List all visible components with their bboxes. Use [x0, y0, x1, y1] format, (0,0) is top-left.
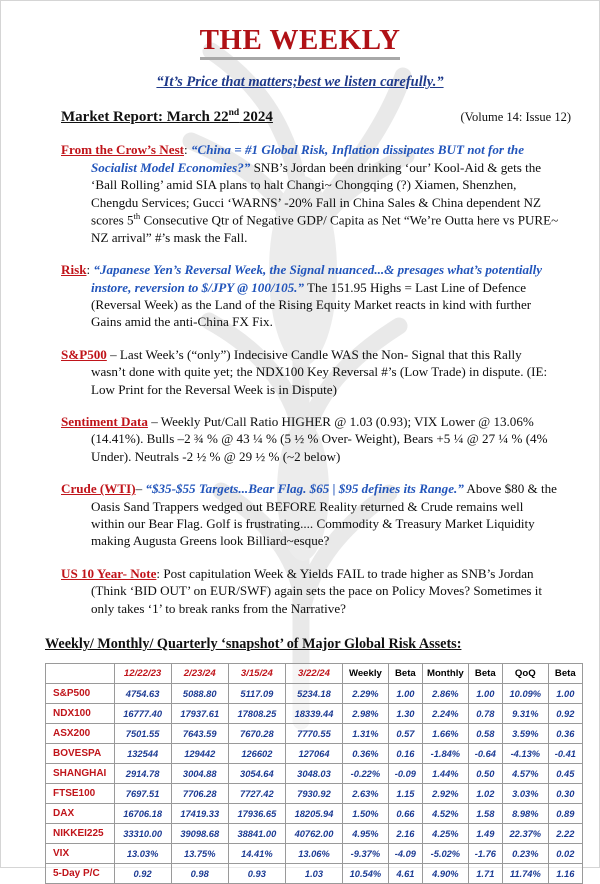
section-body-pre: The 151.95 Highs = Last Line of Defence (Reversal Week) as the Land of the Rising Equity Market reacts in kind with further Gains amid the anti-China FX Fix. [91, 279, 532, 330]
table-cell: 1.03 [285, 864, 342, 884]
table-cell: 0.98 [171, 864, 228, 884]
table-cell: 1.31% [343, 724, 389, 744]
table-column-header: Beta [388, 664, 422, 684]
report-date-pre: Market Report: March 22 [61, 109, 229, 126]
volume-issue: (Volume 14: Issue 12) [460, 110, 571, 125]
table-cell: -0.09 [388, 764, 422, 784]
table-cell: 1.00 [548, 684, 582, 704]
table-cell: 1.00 [388, 684, 422, 704]
table-cell: 1.15 [388, 784, 422, 804]
table-cell: 7697.51 [114, 784, 171, 804]
table-row-label: DAX [46, 804, 115, 824]
table-row [46, 704, 583, 724]
table-cell: 2.29% [343, 684, 389, 704]
section-heading: From the Crow’s Nest [61, 142, 185, 158]
table-cell: 8.98% [502, 804, 548, 824]
table-cell: 22.37% [502, 824, 548, 844]
table-row [46, 804, 583, 824]
table-cell: 2.86% [423, 684, 469, 704]
table-header-row [46, 664, 583, 684]
table-cell: 0.66 [388, 804, 422, 824]
table-cell: 1.00 [468, 684, 502, 704]
table-corner-cell [46, 664, 115, 684]
section-risk [23, 261, 577, 331]
table-cell: -0.41 [548, 744, 582, 764]
table-cell: -1.76 [468, 844, 502, 864]
tagline [23, 74, 577, 91]
table-cell: 10.54% [343, 864, 389, 884]
table-cell: 18205.94 [285, 804, 342, 824]
table-cell: 7770.55 [285, 724, 342, 744]
masthead [23, 25, 577, 60]
section-body-pre: SNB’s Jordan been drinking ‘our’ Kool-Aid & gets the ‘Ball Rolling’ amid SIA plans to halt Changi~ Chongqing (?) Xiamen, Shenzhen, Chengdu Services; Gucci ‘WARNS’ -20% Fall in China Sales & China dependent NZ scores 5 [91, 159, 542, 228]
table-cell: 1.49 [468, 824, 502, 844]
table-cell: 1.66% [423, 724, 469, 744]
section-heading: S&P500 [61, 346, 107, 362]
table-cell: 5234.18 [285, 684, 342, 704]
table-cell: 0.57 [388, 724, 422, 744]
table-row-label: 5-Day P/C [46, 864, 115, 884]
table-cell: -5.02% [423, 844, 469, 864]
table-row-label: VIX [46, 844, 115, 864]
table-row [46, 684, 583, 704]
table-cell: 0.30 [548, 784, 582, 804]
table-cell: 0.58 [468, 724, 502, 744]
table-cell: 1.44% [423, 764, 469, 784]
table-cell: 2.16 [388, 824, 422, 844]
section-sp500 [23, 346, 577, 398]
table-cell: 13.03% [114, 844, 171, 864]
table-row [46, 784, 583, 804]
table-cell: -1.84% [423, 744, 469, 764]
table-cell: 0.23% [502, 844, 548, 864]
table-row [46, 744, 583, 764]
table-cell: 1.71 [468, 864, 502, 884]
section-separator: – [147, 413, 161, 429]
table-cell: 4.57% [502, 764, 548, 784]
section-quote: “China = #1 Global Risk, Inflation dissipates BUT not for the Socialist Model Economies?” [91, 142, 524, 175]
table-column-header: Beta [548, 664, 582, 684]
report-date-heading [61, 108, 273, 126]
table-column-header: Monthly [423, 664, 469, 684]
table-cell: 4.90% [423, 864, 469, 884]
table-cell: 0.36 [548, 724, 582, 744]
section-separator: – [135, 481, 146, 497]
section-us-10-year-note [23, 565, 577, 617]
table-cell: 17419.33 [171, 804, 228, 824]
table-cell: 3004.88 [171, 764, 228, 784]
table-row [46, 764, 583, 784]
table-column-header: Beta [468, 664, 502, 684]
table-cell: -9.37% [343, 844, 389, 864]
table-cell: 3048.03 [285, 764, 342, 784]
table-cell: 126602 [228, 744, 285, 764]
table-cell: 4.61 [388, 864, 422, 884]
table-column-header-date: 3/15/24 [228, 664, 285, 684]
table-cell: 16706.18 [114, 804, 171, 824]
table-cell: 9.31% [502, 704, 548, 724]
table-cell: 2.98% [343, 704, 389, 724]
section-separator: – [106, 346, 120, 362]
table-cell: 5088.80 [171, 684, 228, 704]
section-body-pre: Above $80 & the Oasis Sand Trappers wedged out BEFORE Reality returned & Crude remains well within our Bear Flag. Golf is frustrating.... Commodity & Treasury Market Liquidity making Augusta Greens look Billiard~esque? [91, 481, 557, 549]
table-cell: 4.95% [343, 824, 389, 844]
table-cell: 1.16 [548, 864, 582, 884]
table-row-label: S&P500 [46, 684, 115, 704]
table-cell: 0.92 [548, 704, 582, 724]
table-column-header-date: 2/23/24 [171, 664, 228, 684]
table-cell: -4.13% [502, 744, 548, 764]
table-cell: 4.25% [423, 824, 469, 844]
table-cell: 132544 [114, 744, 171, 764]
report-date-ordinal: nd [228, 108, 240, 119]
table-row [46, 844, 583, 864]
table-cell: 1.50% [343, 804, 389, 824]
table-row-label: SHANGHAI [46, 764, 115, 784]
section-quote: “Japanese Yen’s Reversal Week, the Signal nuanced...& presages what’s potentially instore, reversion to $/JPY @ 100/105.” [91, 262, 543, 295]
table-column-header: Weekly [343, 664, 389, 684]
table-cell: 10.09% [502, 684, 548, 704]
section-body-post: Consecutive Qtr of Negative GDP/ Capita as Net “We’re Outta here vs PURE~ NZ arrival” #’s mask the Fall. [91, 212, 559, 245]
table-cell: 18339.44 [285, 704, 342, 724]
section-sentiment-data [23, 413, 577, 465]
table-cell: 7727.42 [228, 784, 285, 804]
section-body-pre: Post capitulation Week & Yields FAIL to trade higher as SNB’s Jordan (Think ‘BID OUT’ on EUR/SWF) again sets the pace on Policy Moves? Sometimes it only takes ‘1’ to break ranks from the Narrative? [91, 565, 543, 616]
table-row-label: FTSE100 [46, 784, 115, 804]
page-content [1, 1, 599, 884]
table-cell: 127064 [285, 744, 342, 764]
table-column-header-date: 3/22/24 [285, 664, 342, 684]
table-cell: 0.16 [388, 744, 422, 764]
table-row [46, 864, 583, 884]
page-title: THE WEEKLY [200, 25, 401, 60]
table-column-header-date: 12/22/23 [114, 664, 171, 684]
table-cell: 1.58 [468, 804, 502, 824]
table-cell: 4.52% [423, 804, 469, 824]
tagline-text: “It’s Price that matters;best we listen carefully.” [156, 74, 444, 91]
section-crows-nest [23, 141, 577, 246]
table-cell: 16777.40 [114, 704, 171, 724]
table-cell: 3054.64 [228, 764, 285, 784]
global-risk-assets-table [45, 663, 583, 884]
table-cell: 0.50 [468, 764, 502, 784]
table-body [46, 684, 583, 884]
section-body-pre: Last Week’s (“only”) Indecisive Candle WAS the Non- Signal that this Rally wasn’t done with quite yet; the NDX100 Key Reversal #’s (Low Trade) in dispute. (IE: Low Print for the Reversal Week is in Dispute) [91, 346, 548, 397]
table-cell: 17808.25 [228, 704, 285, 724]
table-row [46, 824, 583, 844]
table-cell: 0.45 [548, 764, 582, 784]
table-row-label: BOVESPA [46, 744, 115, 764]
table-cell: 13.06% [285, 844, 342, 864]
table-cell: -4.09 [388, 844, 422, 864]
table-cell: 0.89 [548, 804, 582, 824]
table-cell: 2.22 [548, 824, 582, 844]
table-cell: 3.03% [502, 784, 548, 804]
table-header [46, 664, 583, 684]
table-cell: 5117.09 [228, 684, 285, 704]
table-cell: 40762.00 [285, 824, 342, 844]
section-heading: Crude (WTI) [61, 481, 136, 497]
table-cell: 14.41% [228, 844, 285, 864]
table-row-label: ASX200 [46, 724, 115, 744]
table-cell: 7706.28 [171, 784, 228, 804]
table-cell: 11.74% [502, 864, 548, 884]
table-cell: 0.02 [548, 844, 582, 864]
table-row-label: NIKKEI225 [46, 824, 115, 844]
table-cell: 2.92% [423, 784, 469, 804]
table-cell: 1.30 [388, 704, 422, 724]
table-cell: 0.92 [114, 864, 171, 884]
section-separator: : [86, 262, 94, 278]
section-body-sup: th [133, 210, 141, 221]
table-cell: 0.93 [228, 864, 285, 884]
table-cell: 0.78 [468, 704, 502, 724]
table-column-header: QoQ [502, 664, 548, 684]
table-cell: 4754.63 [114, 684, 171, 704]
table-cell: 129442 [171, 744, 228, 764]
section-separator: : [156, 565, 164, 581]
table-cell: -0.64 [468, 744, 502, 764]
table-cell: 0.36% [343, 744, 389, 764]
section-heading: US 10 Year- Note [61, 565, 157, 581]
table-cell: 33310.00 [114, 824, 171, 844]
table-cell: 7501.55 [114, 724, 171, 744]
section-body-pre: Weekly Put/Call Ratio HIGHER @ 1.03 (0.93); VIX Lower @ 13.06% (14.41%). Bulls –2 ¾ % @ 43 ¼ % (5 ½ % Over- Weight), Bears +5 ¼ @ 27 ¼ % (4% Under). Neutrals -2 ½ % @ 29 ½ % (~2 below) [91, 413, 548, 464]
table-cell: 13.75% [171, 844, 228, 864]
section-heading: Risk [61, 262, 87, 278]
section-separator: : [184, 142, 191, 158]
table-title: Weekly/ Monthly/ Quarterly ‘snapshot’ of Major Global Risk Assets: [45, 636, 462, 653]
report-line [23, 108, 577, 126]
table-cell: 2.63% [343, 784, 389, 804]
table-cell: 39098.68 [171, 824, 228, 844]
table-row-label: NDX100 [46, 704, 115, 724]
table-cell: 2914.78 [114, 764, 171, 784]
section-heading: Sentiment Data [61, 413, 148, 429]
table-row [46, 724, 583, 744]
table-cell: 38841.00 [228, 824, 285, 844]
table-cell: 3.59% [502, 724, 548, 744]
table-cell: 17937.61 [171, 704, 228, 724]
section-quote: “$35-$55 Targets...Bear Flag. $65 | $95 defines its Range.” [145, 481, 464, 497]
table-cell: 7643.59 [171, 724, 228, 744]
table-cell: 7930.92 [285, 784, 342, 804]
table-cell: 2.24% [423, 704, 469, 724]
section-crude-wti [23, 480, 577, 550]
table-cell: 1.02 [468, 784, 502, 804]
table-cell: -0.22% [343, 764, 389, 784]
report-date-post: 2024 [239, 109, 273, 126]
table-cell: 17936.65 [228, 804, 285, 824]
table-cell: 7670.28 [228, 724, 285, 744]
